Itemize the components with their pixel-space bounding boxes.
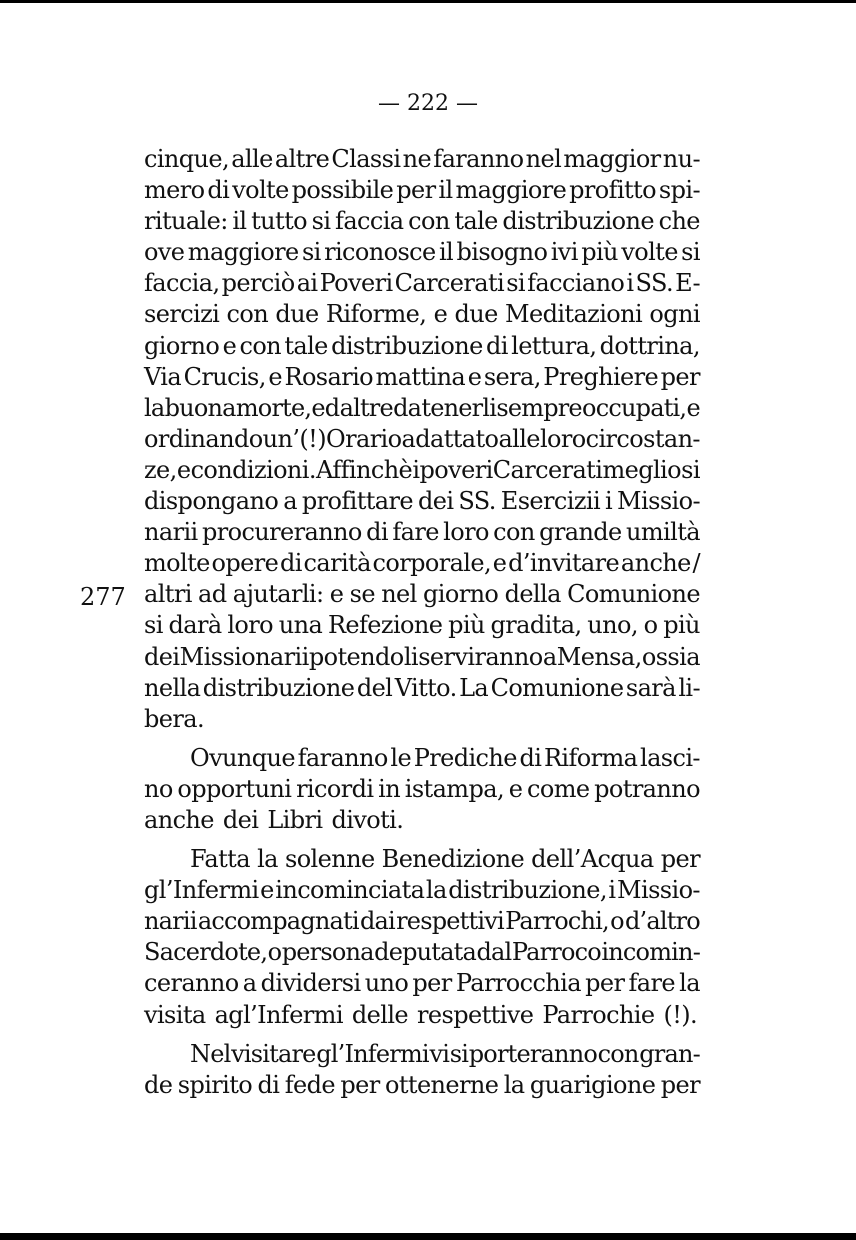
text-line: faccia, perciò ai Poveri Carcerati si facciano i SS. E-: [144, 269, 700, 298]
text-line: Via Crucis, e Rosario mattina e sera, Preghiere per: [144, 362, 700, 391]
text-line: Sacerdote, o persona deputata dal Parroco incomin-: [144, 938, 700, 967]
text-line: cinque, alle altre Classi ne faranno nel maggior nu-: [144, 145, 700, 173]
text-line: altri ad ajutarli: e se nel giorno della Comunione: [144, 580, 700, 609]
text-line: sercizi con due Riforme, e due Meditazioni ogni: [144, 300, 700, 329]
text-line: anche dei Libri divoti.: [144, 805, 404, 834]
text-line: ze, e condizioni. Affinchè i poveri Carcerati meglio si: [144, 455, 700, 484]
text-line: narii procureranno di fare loro con grande umiltà: [144, 518, 700, 547]
text-line: dei Missionarii potendo li serviranno a Mensa, ossia: [144, 642, 700, 671]
text-line: visita agl’Infermi delle respettive Parrochie (!).: [144, 1000, 698, 1029]
text-line: rituale: il tutto si faccia con tale distribuzione che: [144, 207, 700, 236]
text-line: mero di volte possibile per il maggiore profitto spi-: [144, 176, 700, 205]
body-text: [144, 144, 700, 1101]
text-line: nella distribuzione del Vitto. La Comunione sarà li-: [144, 673, 700, 702]
text-line: no opportuni ricordi in istampa, e come potranno: [144, 774, 700, 803]
text-line: Nel visitare gl’Infermi vi si porteranno con gran-: [190, 1039, 700, 1068]
text-line: si darà loro una Refezione più gradita, uno, o più: [144, 611, 700, 640]
paragraph-gap: [144, 836, 700, 844]
margin-page-reference: 277: [80, 583, 126, 611]
paragraph: [144, 144, 700, 735]
paragraph-gap: [144, 1031, 700, 1039]
text-line: ove maggiore si riconosce il bisogno ivi più volte si: [144, 238, 700, 267]
scan-bottom-edge: [0, 1233, 856, 1240]
text-line: ceranno a dividersi uno per Parrocchia per fare la: [144, 969, 700, 998]
text-line: Fatta la solenne Benedizione dell’Acqua per: [190, 845, 700, 874]
text-line: dispongano a profittare dei SS. Esercizii i Missio-: [144, 487, 700, 516]
text-line: de spirito di fede per ottenerne la guarigione per: [144, 1070, 700, 1099]
text-line: narii accompagnati dai respettivi Parrochi, o d’altro: [144, 907, 700, 936]
scan-top-edge: [0, 0, 856, 3]
text-line: Ovunque faranno le Prediche di Riforma lasci-: [190, 743, 700, 772]
text-line: la buona morte, ed altre da tenerli sempre occupati, e: [144, 393, 700, 422]
page-number: — 222 —: [378, 91, 478, 116]
text-line: ordinando un’ (!) Orario adattato alle loro circostan-: [144, 424, 700, 453]
paragraph: [144, 743, 700, 836]
text-line: bera.: [144, 704, 204, 733]
paragraph: [144, 1039, 700, 1101]
text-line: gl’Infermi e incominciata la distribuzione, i Missio-: [144, 876, 700, 905]
paragraph: [144, 844, 700, 1031]
text-line: giorno e con tale distribuzione di lettura, dottrina,: [144, 331, 700, 360]
paragraph-gap: [144, 735, 700, 743]
text-line: molte opere di carità corporale, e d’invitare anche /: [144, 549, 700, 578]
